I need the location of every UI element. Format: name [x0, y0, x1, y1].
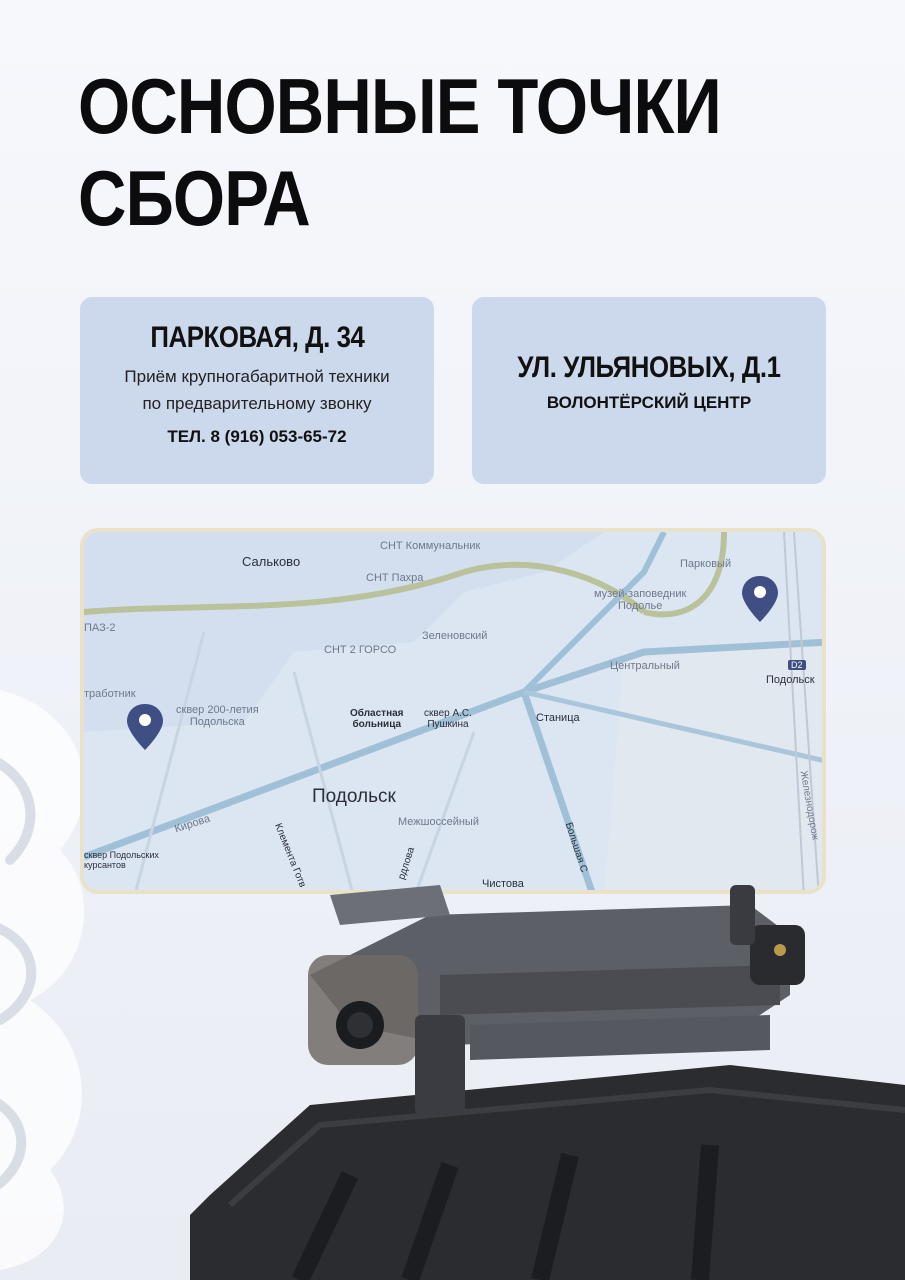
- map-label-tsentralny: Центральный: [610, 660, 680, 672]
- map-label-podolsk-city: Подольск: [312, 786, 396, 807]
- map-label-pushkin-line-1: сквер А.С.: [424, 708, 472, 719]
- map-label-salkovo: Сальково: [242, 554, 301, 569]
- map-label-klementa: Клемента Готв: [272, 821, 308, 890]
- title-line-1: ОСНОВНЫЕ ТОЧКИ: [78, 62, 721, 150]
- metro-d2-badge: D2: [788, 660, 806, 670]
- map-label-pushkin-line-2: Пушкина: [427, 719, 469, 730]
- map-label-zheleznodorozh: Железнодорож: [797, 770, 821, 841]
- map-label-skver-200-line-2: Подольска: [189, 716, 245, 728]
- card-subtitle: ВОЛОНТЁРСКИЙ ЦЕНТР: [546, 393, 752, 412]
- map-label-museum: [594, 588, 686, 612]
- map-label-paz2: ПАЗ-2: [84, 622, 116, 634]
- map-label-museum-line-1: музей-заповедник: [594, 588, 687, 600]
- map-label-skver-200-line-1: сквер 200-летия: [176, 704, 259, 716]
- collection-point-card-parkovaya: [80, 297, 434, 484]
- map-label-pushkin: [424, 708, 472, 730]
- map-label-rabotnik: тработник: [84, 688, 136, 700]
- map-label-snt-gorso: СНТ 2 ГОРСО: [324, 644, 397, 656]
- map-label-podolsk-station: Подольск: [766, 674, 815, 686]
- card-description-line-2: по предварительному звонку: [142, 394, 372, 413]
- map-label-hospital-line-2: больница: [352, 719, 402, 730]
- title-line-2: СБОРА: [78, 154, 310, 242]
- card-phone: ТЕЛ. 8 (916) 053-65-72: [167, 427, 347, 446]
- map-label-chistova: Чистова: [482, 878, 524, 890]
- page-title: [78, 60, 732, 244]
- map-label-bolshaya: Большая С: [562, 821, 590, 874]
- card-address: УЛ. УЛЬЯНОВЫХ, Д.1: [517, 351, 781, 384]
- map-label-stantsiya: Станица: [536, 712, 580, 724]
- map-label-mezhshosseiny: Межшоссейный: [398, 816, 479, 828]
- map-label-kursanty-line-1: сквер Подольских: [84, 850, 159, 860]
- map-label-kursanty: [84, 850, 159, 870]
- map-label-zelenovsky: Зеленовский: [422, 630, 488, 642]
- map-label-museum-line-2: Подолье: [617, 600, 663, 612]
- map-label-parkovy: Парковый: [680, 558, 732, 570]
- map-label-hospital-line-1: Областная: [350, 708, 404, 719]
- collection-point-card-ulyanovykh: [472, 297, 826, 484]
- map-label-skver-200: [176, 704, 259, 728]
- map-label-hospital: [350, 708, 404, 730]
- card-description-line-1: Приём крупногабаритной техники: [124, 367, 390, 386]
- collection-points-map[interactable]: [80, 528, 826, 894]
- card-description: [80, 363, 434, 417]
- map-label-serdlova: рдлова: [396, 845, 418, 882]
- map-label-snt-kommunalnik: СНТ Коммунальник: [380, 540, 481, 552]
- card-address: ПАРКОВАЯ, Д. 34: [149, 321, 365, 354]
- drone-on-case-photo: [190, 875, 905, 1280]
- map-label-snt-pakhra: СНТ Пахра: [366, 572, 424, 584]
- map-label-kursanty-line-2: курсантов: [84, 860, 126, 870]
- map-label-kirova: Кирова: [173, 812, 212, 836]
